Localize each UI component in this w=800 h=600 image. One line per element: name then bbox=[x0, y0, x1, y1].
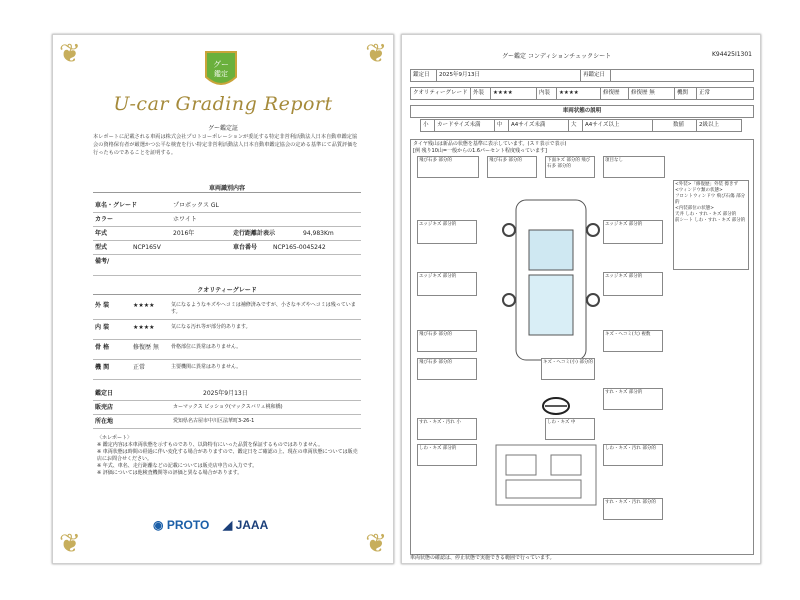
damage-box: キズ・ヘコミ(小) 部分的 bbox=[541, 358, 595, 380]
interior-row bbox=[93, 321, 361, 340]
exterior-stars: ★★★★ bbox=[133, 302, 155, 309]
note-item: ※ 評価については他検査機関等の評価と異なる場合があります。 bbox=[97, 470, 243, 476]
damage-box: すれ・キズ・汚れ 部分的 bbox=[603, 498, 663, 520]
interior-label: 内 装 bbox=[95, 324, 110, 331]
ornament-bottom-right-icon: ❦ bbox=[365, 529, 387, 559]
dealer-value: カーマックス ビッショウ(マックスバリュ桃和橋) bbox=[173, 404, 283, 410]
frame-row bbox=[93, 341, 361, 360]
model-value: プロボックス GL bbox=[173, 202, 219, 209]
damage-box: エッジキズ 部分的 bbox=[603, 272, 663, 296]
date-value: 2025年9月13日 bbox=[437, 70, 581, 81]
vehicle-identification-title: 車両識別内容 bbox=[93, 183, 361, 193]
report-title: U-car Grading Report bbox=[113, 93, 333, 115]
quality-grade-title: クオリティーグレード bbox=[93, 285, 361, 295]
date-table bbox=[410, 69, 754, 82]
legend-small: 小 bbox=[421, 120, 435, 131]
goo-appraisal-badge-icon bbox=[201, 49, 241, 93]
grading-report-certificate bbox=[52, 34, 394, 564]
year-value: 2016年 bbox=[173, 230, 195, 237]
legend-a4under: A4サイズ未満 bbox=[509, 120, 569, 131]
condition-check-sheet bbox=[401, 34, 761, 564]
ornament-top-right-icon: ❦ bbox=[365, 39, 387, 69]
damage-box: 飛び石多 部分的 bbox=[417, 156, 479, 178]
sheet-id: K94425I1301 bbox=[711, 51, 752, 58]
model-row bbox=[93, 199, 361, 213]
mechanical-value: 正常 bbox=[133, 364, 146, 371]
frame-text: 骨格部位に異常はありません。 bbox=[171, 344, 242, 350]
interior-diagram bbox=[491, 440, 601, 510]
note-item: ※ 車両状態は時間の経過に伴い変化する場合がありますので、鑑定日をご確認の上、現在の車両状態については販売店にお問合せください。 bbox=[97, 449, 358, 462]
mechanical-label: 機 関 bbox=[95, 364, 110, 371]
type-value: NCP165V bbox=[133, 244, 161, 251]
legend-large: 大 bbox=[569, 120, 583, 131]
steering-wheel-icon bbox=[541, 396, 571, 420]
mileage-label: 走行距離計表示 bbox=[233, 230, 276, 237]
year-row bbox=[93, 227, 361, 241]
sheet-title: グー鑑定 コンディションチェックシート bbox=[502, 53, 612, 60]
note-item: ※ 鑑定内容は本車両状態を示すものであり、以降特有にいった品質を保証するものではありません。 bbox=[97, 442, 324, 448]
damage-box: しわ・キズ・汚れ 部分的 bbox=[603, 444, 663, 466]
appraisal-date-row bbox=[93, 387, 361, 401]
int-label: 内装 bbox=[537, 88, 557, 99]
certificate-name: グー鑑定証 bbox=[207, 125, 238, 132]
chassis-value: NCP165-0045242 bbox=[273, 244, 326, 251]
interior-text: 気になる汚れ等が部分的あります。 bbox=[171, 324, 251, 330]
repair-value: 修復歴 無 bbox=[629, 88, 675, 99]
damage-box: 飛び石多 部分的 bbox=[417, 330, 477, 352]
frame-value: 修復歴 無 bbox=[133, 344, 159, 351]
ext-label: 外装 bbox=[471, 88, 491, 99]
quality-table bbox=[410, 87, 754, 100]
damage-box: キズ・ヘコミ(大) 複数 bbox=[603, 330, 663, 352]
proto-logo: ◉ PROTO bbox=[153, 518, 210, 532]
type-row bbox=[93, 241, 361, 255]
location-label: 所在地 bbox=[95, 418, 114, 425]
engine-value: 正常 bbox=[699, 90, 711, 96]
proto-logo-icon: ◉ bbox=[153, 518, 164, 532]
ornament-bottom-left-icon: ❦ bbox=[59, 529, 81, 559]
footer-note: 車両状態の確認は、停止状態で実施できる範囲で行っています。 bbox=[410, 555, 555, 561]
legend-level-label: 数値 bbox=[671, 120, 697, 131]
date-label: 鑑定日 bbox=[411, 70, 437, 81]
ornament-top-left-icon: ❦ bbox=[59, 39, 81, 69]
damage-box: すれ・キズ 部分的 bbox=[603, 388, 663, 410]
dealer-row bbox=[93, 401, 361, 415]
jaaa-logo: ◢ JAAA bbox=[223, 518, 269, 532]
legend-mid: 中 bbox=[495, 120, 509, 131]
frame-label: 骨 格 bbox=[95, 344, 110, 351]
model-label: 車名・グレード bbox=[95, 202, 138, 209]
chassis-label: 車台番号 bbox=[233, 244, 258, 251]
svg-text:鑑定: 鑑定 bbox=[214, 70, 228, 78]
ext-stars: ★★★★ bbox=[491, 88, 537, 99]
tire-note: タイヤ残山は新品の状態を基準に表示しています。(スリ表示で表示) bbox=[413, 141, 567, 147]
location-value: 愛知県名古屋市中川区法華町3-26-1 bbox=[173, 418, 255, 424]
note-item: ※ 年式、車名、走行距離などの記載については販売店申告の入力です。 bbox=[97, 463, 258, 469]
dealer-label: 販売店 bbox=[95, 404, 114, 411]
color-label: カラー bbox=[95, 216, 114, 223]
repair-label: 修復歴 bbox=[601, 88, 629, 99]
legend-card: カードサイズ未満 bbox=[435, 120, 495, 131]
damage-box: すれ・キズ・汚れ 小 bbox=[417, 418, 477, 440]
damage-box: 飛び石多 部分的 bbox=[487, 156, 537, 178]
redate-label: 再鑑定日 bbox=[581, 70, 611, 81]
type-label: 型式 bbox=[95, 244, 108, 251]
damage-box: しわ・キズ 部分的 bbox=[417, 444, 477, 466]
legend-level-value: 2級以上 bbox=[699, 122, 719, 128]
certificate-intro: 本レポートに記載される車両は株式会社プロトコーポレーションが委託する特定非営利活動法人日本自動車鑑定協会の資格保有者が厳選かつ公平な検査を行い特定非営利活動法人日本自動車鑑定協会の定める基準にて品質評価を行ったものであることを証明する。 bbox=[93, 134, 358, 156]
damage-box: エッジキズ 部分的 bbox=[603, 220, 663, 244]
color-row bbox=[93, 213, 361, 227]
damage-box: エッジキズ 部分的 bbox=[417, 220, 477, 244]
exterior-text: 気になるようなキズやヘコミは補修済みですが、小さなキズやヘコミは残っています。 bbox=[171, 302, 356, 315]
exterior-row bbox=[93, 299, 361, 320]
tire-note-example: [例 残り10山=一般からの1.6パーセント程度残っています] bbox=[413, 148, 547, 154]
mechanical-row bbox=[93, 361, 361, 380]
mechanical-text: 主要機関に異常はありません。 bbox=[171, 364, 242, 370]
damage-box: 下面キズ 部分的 飛び石多 部分的 bbox=[545, 156, 595, 178]
year-label: 年式 bbox=[95, 230, 108, 237]
quality-label: クオリティーグレード bbox=[411, 88, 471, 99]
damage-box: 飛び石多 部分的 bbox=[417, 358, 477, 380]
notes-block bbox=[97, 435, 359, 477]
damage-box: エッジキズ 部分的 bbox=[417, 272, 477, 296]
damage-box: 項目なし bbox=[603, 156, 665, 178]
exterior-label: 外 装 bbox=[95, 302, 110, 309]
svg-text:グー: グー bbox=[213, 60, 229, 69]
notes-title: 〈ホレポート〉 bbox=[97, 435, 133, 441]
size-legend bbox=[420, 119, 742, 132]
damage-box: しわ・キズ 中 bbox=[545, 418, 595, 440]
side-notes: <外装>「修復歴」外装 擦きず <ウィンドウ類の状態> フロントウィンドウ 飛び石傷 部分的 <内装部位の状態> 天井 しわ・すれ・キズ 部分的 前シート しわ・すれ・キズ 部分的 bbox=[673, 180, 749, 270]
engine-label: 機関 bbox=[675, 88, 697, 99]
condition-title: 車両状態の説明 bbox=[410, 105, 754, 118]
legend-a4over: A4サイズ以上 bbox=[583, 120, 653, 131]
jaaa-logo-icon: ◢ bbox=[223, 518, 233, 532]
color-value: ホワイト bbox=[173, 216, 197, 223]
damage-diagram-pane bbox=[410, 139, 754, 555]
remarks-row bbox=[93, 255, 361, 276]
remarks-label: 備考/ bbox=[95, 258, 110, 265]
appraisal-date-value: 2025年9月13日 bbox=[203, 390, 248, 397]
appraisal-date-label: 鑑定日 bbox=[95, 390, 114, 397]
location-row bbox=[93, 415, 361, 429]
interior-stars: ★★★★ bbox=[133, 324, 155, 331]
mileage-value: 94,983Km bbox=[303, 230, 334, 237]
int-stars: ★★★★ bbox=[557, 88, 601, 99]
car-top-view-diagram bbox=[491, 180, 611, 380]
